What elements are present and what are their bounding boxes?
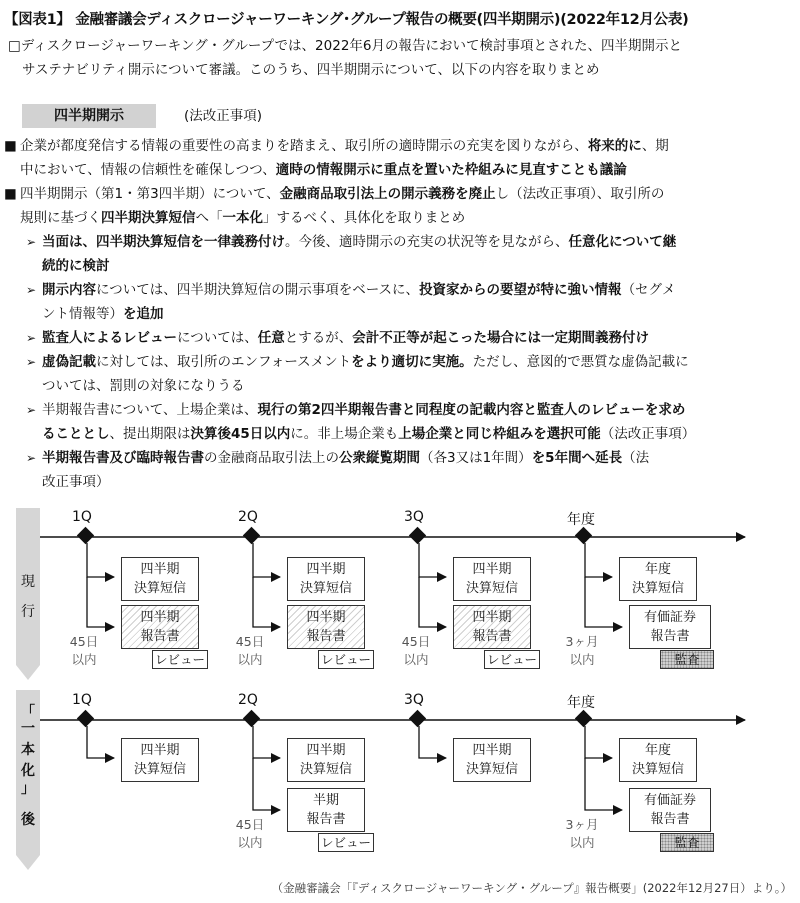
current-fy-tanshin: 年度 決算短信: [619, 557, 697, 601]
after-fy-yuho: 有価証券 報告書: [629, 788, 711, 832]
current-fy-audit: 監査: [660, 650, 714, 669]
current-q3-deadline: 45日 以内: [401, 634, 431, 667]
intro-line-1: □ディスクロージャーワーキング・グループでは、2022年6月の報告において検討事項とされた、四半期開示と: [8, 38, 682, 54]
after-q2-label: 2Q: [238, 692, 258, 708]
arrow-marker: ➢: [26, 403, 37, 417]
sub-bullet-4: ➢ 虚偽記載に対しては、取引所のエンフォースメントをより適切に実施。ただし、意図的で悪質な虚偽記載に: [4, 350, 796, 374]
current-q1-review: レビュー: [152, 650, 208, 669]
arrow-marker: ➢: [26, 355, 37, 369]
current-q2-label: 2Q: [238, 509, 258, 525]
current-fy-label: 年度: [567, 512, 595, 528]
q1-current-marker: [78, 528, 114, 627]
sub-bullet-4-cont: ついては、罰則の対象になりうる: [42, 378, 245, 394]
after-q2-review: レビュー: [318, 833, 374, 852]
q1-after-marker: [78, 711, 114, 758]
intro-line-2: サステナビリティ開示について審議。このうち、四半期開示について、以下の内容を取りまとめ: [22, 62, 600, 78]
sub-bullet-6: ➢ 半期報告書及び臨時報告書の金融商品取引法上の公衆縦覧期間（各3又は1年間）を5年間へ延長（法: [4, 446, 796, 470]
current-fy-yuho: 有価証券 報告書: [629, 605, 711, 649]
after-fy-tanshin: 年度 決算短信: [619, 738, 697, 782]
current-q3-hokokusho: 四半期 報告書: [453, 605, 531, 649]
after-fy-label: 年度: [567, 695, 595, 711]
fy-current-marker: [576, 528, 622, 627]
current-q2-tanshin: 四半期 決算短信: [287, 557, 365, 601]
q2-current-marker: [244, 528, 280, 627]
arrow-marker: ➢: [26, 331, 37, 345]
current-q2-deadline: 45日 以内: [235, 634, 265, 667]
current-label: 現 行: [21, 574, 35, 620]
sub-bullet-6-cont: 改正事項）: [42, 474, 110, 490]
source-citation: （金融審議会「『ディスクロージャーワーキング・グループ』報告概要」(2022年12月27日）より。）: [271, 881, 792, 895]
after-q3-label: 3Q: [404, 692, 424, 708]
after-q1-label: 1Q: [72, 692, 92, 708]
q2-after-marker: [244, 711, 280, 810]
arrow-marker: ➢: [26, 283, 37, 297]
bullet-1: ■ 企業が都度発信する情報の重要性の高まりを踏まえ、取引所の適時開示の充実を図りながら、将来的に、期: [4, 134, 796, 158]
sub-bullet-3: ➢ 監査人によるレビューについては、任意とするが、会計不正等が起こった場合には一定期間義務付け: [4, 326, 796, 350]
arrow-marker: ➢: [26, 451, 37, 465]
square-marker: ■: [4, 186, 17, 202]
after-q1-tanshin: 四半期 決算短信: [121, 738, 199, 782]
current-q1-label: 1Q: [72, 509, 92, 525]
after-label: 「 一 本 化 」 後: [21, 704, 35, 828]
square-marker: ■: [4, 138, 17, 154]
current-q1-deadline: 45日 以内: [69, 634, 99, 667]
current-q2-review: レビュー: [318, 650, 374, 669]
bullet-2: ■ 四半期開示（第1・第3四半期）について、金融商品取引法上の開示義務を廃止し（法改正事項）、取引所の: [4, 182, 796, 206]
after-q2-deadline: 45日 以内: [235, 817, 265, 850]
q3-after-marker: [410, 711, 446, 758]
current-fy-deadline: 3ヶ月 以内: [565, 634, 599, 667]
current-q3-tanshin: 四半期 決算短信: [453, 557, 531, 601]
current-q3-review: レビュー: [484, 650, 540, 669]
content-body: [4, 134, 796, 494]
after-q2-tanshin: 四半期 決算短信: [287, 738, 365, 782]
sub-bullet-2-cont: ント情報等）を追加: [42, 306, 164, 322]
bullet-2-cont: 規則に基づく四半期決算短信へ「一本化」するべく、具体化を取りまとめ: [20, 210, 466, 226]
current-q2-hokokusho: 四半期 報告書: [287, 605, 365, 649]
after-q2-hanki: 半期 報告書: [287, 788, 365, 832]
current-q1-tanshin: 四半期 決算短信: [121, 557, 199, 601]
q3-current-marker: [410, 528, 446, 627]
timeline-diagram: [0, 505, 800, 875]
section-tag: 四半期開示: [22, 104, 156, 128]
fy-after-marker: [576, 711, 622, 810]
sub-bullet-2: ➢ 開示内容については、四半期決算短信の開示事項をベースに、投資家からの要望が特に強い情報（セグメ: [4, 278, 796, 302]
after-q3-tanshin: 四半期 決算短信: [453, 738, 531, 782]
current-q1-hokokusho: 四半期 報告書: [121, 605, 199, 649]
sub-bullet-5: ➢ 半期報告書について、上場企業は、現行の第2四半期報告書と同程度の記載内容と監査人のレビューを求め: [4, 398, 796, 422]
intro: [8, 34, 796, 82]
section-note: (法改正事項): [184, 108, 263, 124]
current-q3-label: 3Q: [404, 509, 424, 525]
after-fy-deadline: 3ヶ月 以内: [565, 817, 599, 850]
sub-bullet-1-cont: 続的に検討: [42, 258, 110, 274]
after-fy-audit: 監査: [660, 833, 714, 852]
figure-title: 【図表1】 金融審議会ディスクロージャーワーキング･グループ報告の概要(四半期開示)(2022年12月公表): [4, 12, 689, 28]
sub-bullet-1: ➢ 当面は、四半期決算短信を一律義務付け。今後、適時開示の充実の状況等を見ながら、任意化について継: [4, 230, 796, 254]
arrow-marker: ➢: [26, 235, 37, 249]
sub-bullet-5-cont: ることとし、提出期限は決算後45日以内に。非上場企業も上場企業と同じ枠組みを選択可能（法改正事項）: [42, 426, 696, 442]
bullet-1-cont: 中において、情報の信頼性を確保しつつ、適時の情報開示に重点を置いた枠組みに見直すことも議論: [20, 162, 627, 178]
